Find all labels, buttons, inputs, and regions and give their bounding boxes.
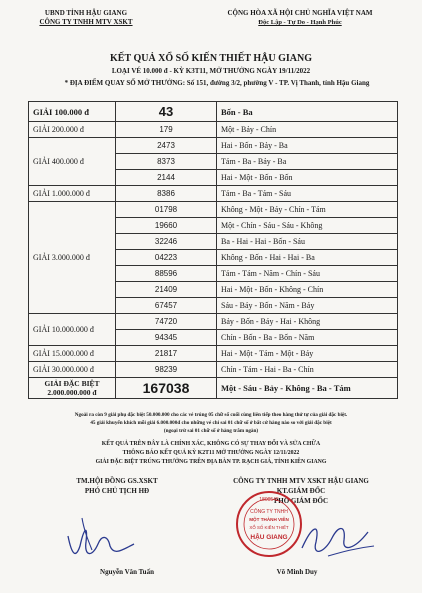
number-in-words: Một - Bảy - Chín: [217, 122, 398, 138]
number-in-words: Hai - Một - Tám - Một - Bảy: [217, 346, 398, 362]
number-in-words: Chín - Tám - Hai - Ba - Chín: [217, 362, 398, 378]
number-in-words: Tám - Ba - Bảy - Ba: [217, 154, 398, 170]
prize-name: GIẢI 400.000 đ: [29, 138, 116, 186]
header-left: [26, 9, 146, 27]
validity-line-2: THÔNG BÁO KẾT QUẢ KỲ K2T11 MỞ THƯỞNG NGÀY 12/11/2022: [122, 450, 300, 456]
number-in-words: Một - Chín - Sáu - Sáu - Không: [217, 218, 398, 234]
prize-row: [29, 186, 398, 202]
page-title: KẾT QUẢ XỔ SỐ KIẾN THIẾT HẬU GIANG: [110, 53, 312, 64]
right-signer-name: Võ Minh Duy: [276, 568, 318, 576]
company-name: CÔNG TY TNHH MTV XSKT: [39, 18, 133, 26]
prize-name: GIẢI 10.000.000 đ: [29, 314, 116, 346]
winning-number: 8373: [116, 154, 217, 170]
right-signer-title-1: CÔNG TY TNHH MTV XSKT HẬU GIANG: [233, 477, 369, 485]
prize-row: [29, 346, 398, 362]
prize-row: [29, 138, 398, 154]
note-line-1: Ngoài ra còn 9 giải phụ đặc biệt 50.000.000 cho các vé trúng 05 chữ số cuối cùng liên tiếp theo hàng thứ tự của giải đặc biệt.: [74, 412, 348, 418]
header-right: [196, 9, 404, 27]
validity-line-1: KẾT QUẢ TRÊN ĐÂY LÀ CHÍNH XÁC, KHÔNG CÓ SỰ THAY ĐỔI VÀ SỬA CHỮA: [101, 441, 321, 447]
winning-number: 32246: [116, 234, 217, 250]
prize-name: GIẢI ĐẶC BIỆT 2.000.000.000 đ: [29, 378, 116, 399]
winning-number: 2473: [116, 138, 217, 154]
ticket-info: LOẠI VÉ 10.000 đ - KỲ K3T11, MỞ THƯỞNG NGÀY 19/11/2022: [111, 67, 311, 75]
prize-name: GIẢI 15.000.000 đ: [29, 346, 116, 362]
prize-row: [29, 378, 398, 399]
left-signer-name: Nguyễn Văn Tuấn: [100, 568, 154, 576]
handwritten-signature-left: [62, 506, 142, 564]
left-signer-title-2: PHÓ CHỦ TỊCH HĐ: [84, 487, 150, 495]
prize-name: GIẢI 200.000 đ: [29, 122, 116, 138]
number-in-words: Không - Bốn - Hai - Hai - Ba: [217, 250, 398, 266]
winning-number: 74720: [116, 314, 217, 330]
number-in-words: Hai - Một - Bốn - Không - Chín: [217, 282, 398, 298]
results-table: [28, 101, 398, 399]
prize-row: [29, 362, 398, 378]
winning-number: 8386: [116, 186, 217, 202]
signature-block-left: [42, 476, 192, 496]
winning-number: 88596: [116, 266, 217, 282]
winning-number: 43: [116, 102, 217, 122]
winning-number: 98239: [116, 362, 217, 378]
winning-number: 19660: [116, 218, 217, 234]
prize-name: GIẢI 3.000.000 đ: [29, 202, 116, 314]
validity-line-3: GIẢI ĐẶC BIỆT TRÚNG THƯỞNG TRÊN ĐỊA BÀN TP. RẠCH GIÁ, TỈNH KIÊN GIANG: [95, 459, 327, 465]
winning-number: 94345: [116, 330, 217, 346]
number-in-words: Ba - Hai - Hai - Bốn - Sáu: [217, 234, 398, 250]
number-in-words: Không - Một - Bảy - Chín - Tám: [217, 202, 398, 218]
left-signer-title-1: TM.HỘI ĐỒNG GS.XSKT: [76, 477, 158, 485]
winning-number: 21409: [116, 282, 217, 298]
national-title: CỘNG HÒA XÃ HỘI CHỦ NGHĨA VIỆT NAM: [227, 9, 373, 17]
handwritten-signature-right: [298, 512, 378, 564]
province-name: UBND TỈNH HẬU GIANG: [44, 9, 128, 17]
company-seal-icon: [234, 489, 304, 559]
winning-number: 167038: [116, 378, 217, 399]
prize-row: [29, 122, 398, 138]
prize-name: GIẢI 100.000 đ: [29, 102, 116, 122]
number-in-words: Bảy - Bốn - Bảy - Hai - Không: [217, 314, 398, 330]
number-in-words: Tám - Tám - Năm - Chín - Sáu: [217, 266, 398, 282]
winning-number: 04223: [116, 250, 217, 266]
prize-name: GIẢI 30.000.000 đ: [29, 362, 116, 378]
note-line-2: 45 giải khuyến khích mỗi giải 6.000.000đ cho những vé chỉ sai 01 chữ số ở bất cứ hàng nào so với giải đặc biệt: [90, 420, 332, 426]
note-line-3: (ngoại trừ sai 01 chữ số ở hàng trăm ngàn): [163, 428, 259, 434]
seal-code: 1800545: [259, 497, 279, 503]
draw-location: * ĐỊA ĐIỂM QUAY SỐ MỞ THƯỞNG: Số 151, đường 3/2, phường V - TP. Vị Thanh, tỉnh Hậu Giang: [64, 79, 370, 87]
winning-number: 21817: [116, 346, 217, 362]
right-signer-title-2: KT.GIÁM ĐỐC: [276, 487, 326, 495]
seal-text-low: XỔ SỐ KIẾN THIẾT: [249, 525, 289, 530]
winning-number: 2144: [116, 170, 217, 186]
prize-name: GIẢI 1.000.000 đ: [29, 186, 116, 202]
winning-number: 01798: [116, 202, 217, 218]
number-in-words: Tám - Ba - Tám - Sáu: [217, 186, 398, 202]
seal-text-mid: MỘT THÀNH VIÊN: [249, 517, 289, 522]
prize-row: [29, 314, 398, 330]
seal-text-top: CÔNG TY TNHH: [250, 509, 288, 515]
prize-row: [29, 202, 398, 218]
number-in-words: Hai - Một - Bốn - Bốn: [217, 170, 398, 186]
winning-number: 67457: [116, 298, 217, 314]
national-motto: Độc Lập - Tự Do - Hạnh Phúc: [258, 19, 342, 26]
right-signer-title-3: PHÓ GIÁM ĐỐC: [273, 497, 329, 505]
number-in-words: Chín - Bốn - Ba - Bốn - Năm: [217, 330, 398, 346]
winning-number: 179: [116, 122, 217, 138]
number-in-words: Một - Sáu - Bảy - Không - Ba - Tám: [217, 378, 398, 399]
prize-row: [29, 102, 398, 122]
seal-text-name: HẬU GIANG: [250, 534, 288, 541]
number-in-words: Hai - Bốn - Bảy - Ba: [217, 138, 398, 154]
number-in-words: Bốn - Ba: [217, 102, 398, 122]
number-in-words: Sáu - Bảy - Bốn - Năm - Bảy: [217, 298, 398, 314]
